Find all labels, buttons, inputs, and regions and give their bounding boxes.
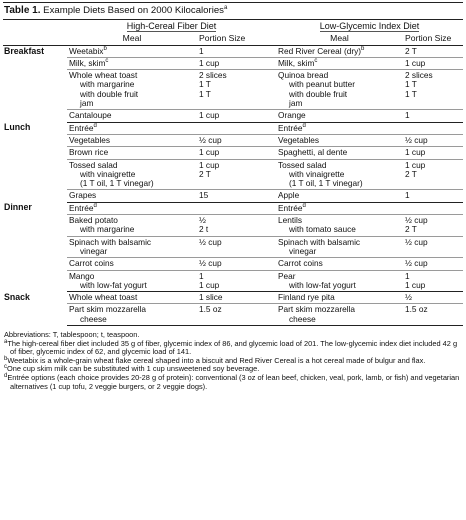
table-row — [3, 190, 463, 202]
meal-cell: Milk, skim$^c$ — [276, 57, 403, 69]
table-row — [3, 304, 463, 326]
portion-cell: ½ cup — [403, 134, 463, 146]
portion-cell: 1 cup — [403, 57, 463, 69]
portion-cell: 1 cup 2 T — [403, 159, 463, 190]
table-figure — [3, 2, 463, 391]
table-notes — [3, 326, 463, 391]
portion-cell: 2 slices 1 T 1 T — [403, 70, 463, 110]
meal-cell: Cantaloupe — [67, 110, 197, 122]
meal-cell: Spaghetti, al dente — [276, 147, 403, 159]
portion-cell: 1.5 oz — [197, 304, 276, 326]
diet-heading-left: High-Cereal Fiber Diet — [126, 21, 217, 31]
meal-cell: Part skim mozzarella cheese — [276, 304, 403, 326]
portion-cell: ½ cup — [197, 134, 276, 146]
portion-cell: 1 cup 2 T — [197, 159, 276, 190]
meal-cell: Milk, skim$^c$ — [67, 57, 197, 69]
col-meal-right: Meal — [276, 33, 403, 45]
portion-cell: ½ cup — [403, 258, 463, 270]
table-row — [3, 134, 463, 146]
portion-cell: ½ cup 2 T — [403, 215, 463, 237]
portion-cell — [197, 122, 276, 134]
meal-cell: Weetabix$^b$ — [67, 45, 197, 57]
col-portion-left: Portion Size — [197, 33, 276, 45]
meal-cell: Brown rice — [67, 147, 197, 159]
meal-cell: Lentils with tomato sauce — [276, 215, 403, 237]
portion-cell: 1 — [403, 110, 463, 122]
table-row — [3, 70, 463, 110]
section-dinner: Dinner — [4, 202, 32, 213]
portion-cell: 2 T — [403, 45, 463, 57]
portion-cell — [403, 202, 463, 214]
table-row — [3, 292, 463, 304]
meal-cell: Pear with low-fat yogurt — [276, 270, 403, 292]
meal-cell: Carrot coins — [276, 258, 403, 270]
col-portion-right: Portion Size — [403, 33, 463, 45]
table-row — [3, 215, 463, 237]
portion-cell — [403, 122, 463, 134]
portion-cell: 1 — [197, 45, 276, 57]
portion-cell: 1 1 cup — [403, 270, 463, 292]
portion-cell: ½ 2 t — [197, 215, 276, 237]
diet-heading-right: Low-Glycemic Index Diet — [319, 21, 420, 31]
diet-table — [3, 20, 463, 326]
portion-cell: 1 cup — [197, 147, 276, 159]
portion-cell: ½ cup — [197, 258, 276, 270]
meal-cell: Part skim mozzarella cheese — [67, 304, 197, 326]
footnote-b: $^b$Weetabix is a whole-grain wheat flake cereal shaped into a biscuit and Red River Cereal is a hot cereal made of bulgur and flax. — [4, 355, 426, 365]
footnote-a: $^a$The high-cereal fiber diet included 35 g of fiber, glycemic index of 86, and glycemic load of 201. The low-glycemic index diet included 42 g of fiber, glycemic index of 62, and glycemic load of 141. — [4, 338, 458, 357]
meal-cell: Finland rye pita — [276, 292, 403, 304]
meal-cell: Vegetables — [276, 134, 403, 146]
portion-cell: ½ cup — [197, 236, 276, 258]
diet-header-row — [3, 20, 463, 33]
portion-cell: 2 slices 1 T 1 T — [197, 70, 276, 110]
portion-cell: 1 slice — [197, 292, 276, 304]
meal-cell: Whole wheat toast with margarine with double fruit jam — [67, 70, 197, 110]
meal-cell: Red River Cereal (dry)$^b$ — [276, 45, 403, 57]
meal-cell: Entrée$^d$ — [276, 122, 403, 134]
meal-cell: Spinach with balsamic vinegar — [67, 236, 197, 258]
portion-cell — [197, 202, 276, 214]
portion-cell: 15 — [197, 190, 276, 202]
table-title — [3, 2, 463, 20]
meal-cell: Spinach with balsamic vinegar — [276, 236, 403, 258]
portion-cell: 1.5 oz — [403, 304, 463, 326]
abbreviations-note: Abbreviations: T, tablespoon; t, teaspoon. — [4, 330, 140, 340]
portion-cell: ½ cup — [403, 236, 463, 258]
meal-cell: Carrot coins — [67, 258, 197, 270]
meal-cell: Quinoa bread with peanut butter with double fruit jam — [276, 70, 403, 110]
table-row — [3, 236, 463, 258]
section-breakfast: Breakfast — [4, 45, 45, 56]
portion-cell: 1 cup — [197, 57, 276, 69]
meal-cell: Whole wheat toast — [67, 292, 197, 304]
meal-cell: Entrée$^d$ — [276, 202, 403, 214]
portion-cell: 1 cup — [403, 147, 463, 159]
table-row — [3, 159, 463, 190]
meal-cell: Entrée$^d$ — [67, 122, 197, 134]
table-row — [3, 57, 463, 69]
footnote-d: $^d$Entrée options (each choice provides 20-28 g of protein): conventional (3 oz of lean beef, chicken, veal, pork, lamb, or fish) and vegetarian alternatives (1 cup tofu, 2 veggie burgers, or 2 veggie dogs). — [4, 372, 460, 391]
footnote-ref: a — [223, 5, 228, 11]
table-row — [3, 258, 463, 270]
portion-cell: 1 1 cup — [197, 270, 276, 292]
table-row — [3, 110, 463, 122]
table-row — [3, 122, 463, 134]
column-header-row — [3, 33, 463, 45]
meal-cell: Vegetables — [67, 134, 197, 146]
section-lunch: Lunch — [4, 122, 31, 133]
meal-cell: Grapes — [67, 190, 197, 202]
meal-cell: Mango with low-fat yogurt — [67, 270, 197, 292]
portion-cell: 1 — [403, 190, 463, 202]
meal-cell: Tossed salad with vinaigrette (1 T oil, 1 T vinegar) — [67, 159, 197, 190]
footnote-c: $^c$One cup skim milk can be substituted with 1 cup unsweetened soy beverage. — [4, 364, 260, 374]
table-row — [3, 147, 463, 159]
meal-cell: Orange — [276, 110, 403, 122]
meal-cell: Entrée$^d$ — [67, 202, 197, 214]
section-snack: Snack — [4, 291, 30, 302]
meal-cell: Baked potato with margarine — [67, 215, 197, 237]
col-meal-left: Meal — [67, 33, 197, 45]
portion-cell: 1 cup — [197, 110, 276, 122]
table-row — [3, 270, 463, 292]
meal-cell: Tossed salad with vinaigrette (1 T oil, 1 T vinegar) — [276, 159, 403, 190]
portion-cell: ½ — [403, 292, 463, 304]
table-caption: Example Diets Based on 2000 Kilocalories — [43, 5, 224, 16]
table-number: Table 1. — [4, 5, 41, 16]
table-row — [3, 45, 463, 57]
meal-cell: Apple — [276, 190, 403, 202]
table-row — [3, 202, 463, 214]
